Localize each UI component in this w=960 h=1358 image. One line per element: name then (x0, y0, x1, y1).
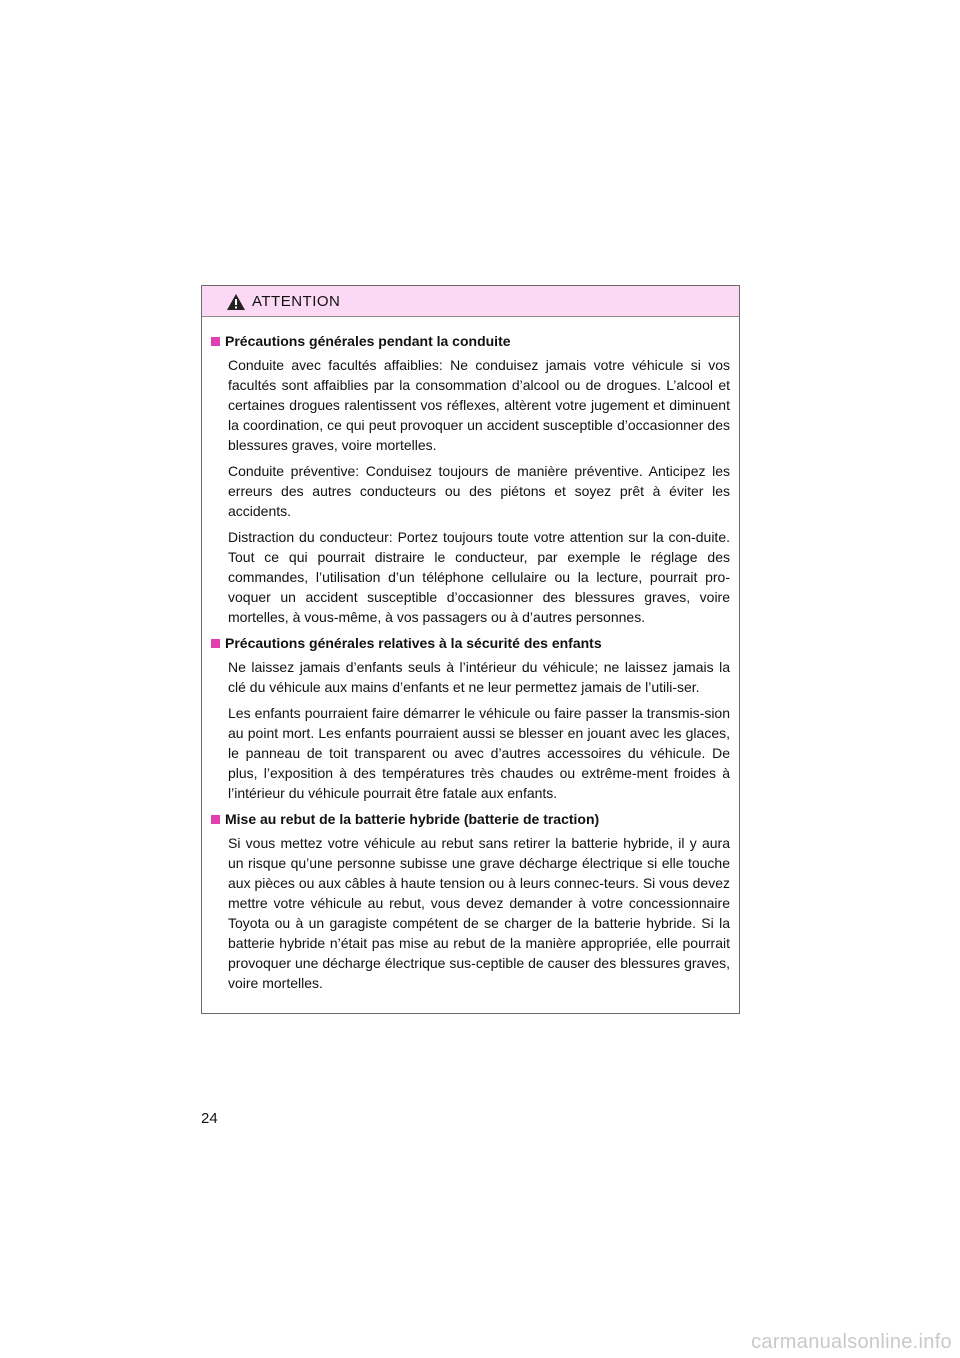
caution-header (202, 286, 739, 317)
caution-title: ATTENTION (252, 292, 341, 310)
paragraph: Si vous mettez votre véhicule au rebut sans retirer la batterie hybride, il y aura un risque qu’une personne subisse une grave décharge électrique si elle touche aux pièces ou aux câbles à haute tension ou à leurs connec-teurs. Si vous devez mettre votre véhicule au rebut, vous devez demander à votre concessionnaire Toyota ou à un garagiste compétent de se charger de la batterie hybride. Si la batterie hybride n’était pas mise au rebut de la manière appropriée, elle pourrait provoquer une décharge électrique sus-ceptible de causer des blessures graves, voire mortelles. (228, 835, 730, 991)
section-heading-text: Mise au rebut de la batterie hybride (batterie de traction) (225, 811, 600, 827)
section-heading (211, 809, 730, 829)
caution-body (202, 317, 739, 993)
square-bullet-icon (211, 337, 220, 346)
section-heading-text: Précautions générales relatives à la sécurité des enfants (225, 635, 602, 651)
paragraph: Distraction du conducteur: Portez toujours toute votre attention sur la con-duite. Tout ce qui pourrait distraire le conducteur, par exemple le réglage des commandes, l’utilisation d’un téléphone cellulaire ou la lecture, pourrait pro-voquer un accident susceptible d’occasionner des blessures graves, voire mortelles, à vous-même, à vos passagers ou à d’autres personnes. (228, 529, 730, 625)
paragraph: Les enfants pourraient faire démarrer le véhicule ou faire passer la transmis-sion au point mort. Les enfants pourraient aussi se blesser en jouant avec les glaces, le panneau de toit transparent ou avec d’autres accessoires du véhicule. De plus, l’exposition à des températures très chaudes ou extrême-ment froides à l’intérieur du véhicule pourrait être fatale aux enfants. (228, 705, 730, 801)
caution-box (201, 285, 740, 1014)
watermark: carmanualsonline.info (751, 1331, 952, 1353)
square-bullet-icon (211, 639, 220, 648)
square-bullet-icon (211, 815, 220, 824)
warning-triangle-icon (226, 293, 246, 311)
section-heading (211, 633, 730, 653)
paragraph: Conduite avec facultés affaiblies: Ne conduisez jamais votre véhicule si vos facultés sont affaiblies par la consommation d’alcool ou de drogues. L’alcool et certaines drogues ralentissent vos réflexes, altèrent votre jugement et diminuent la coordination, ce qui peut provoquer un accident susceptible d’occasionner des blessures graves, voire mortelles. (228, 357, 730, 453)
paragraph: Ne laissez jamais d’enfants seuls à l’intérieur du véhicule; ne laissez jamais la clé du véhicule aux mains d’enfants et ne leur permettez jamais de l’utili-ser. (228, 659, 730, 695)
section-heading-text: Précautions générales pendant la conduite (225, 333, 511, 349)
section-heading (211, 331, 730, 351)
paragraph: Conduite préventive: Conduisez toujours de manière préventive. Anticipez les erreurs des autres conducteurs ou des piétons et soyez prêt à éviter les accidents. (228, 463, 730, 519)
section-child-safety (211, 633, 730, 803)
section-hybrid-battery-disposal (211, 809, 730, 993)
section-general-driving (211, 331, 730, 627)
page-number: 24 (201, 1110, 218, 1127)
